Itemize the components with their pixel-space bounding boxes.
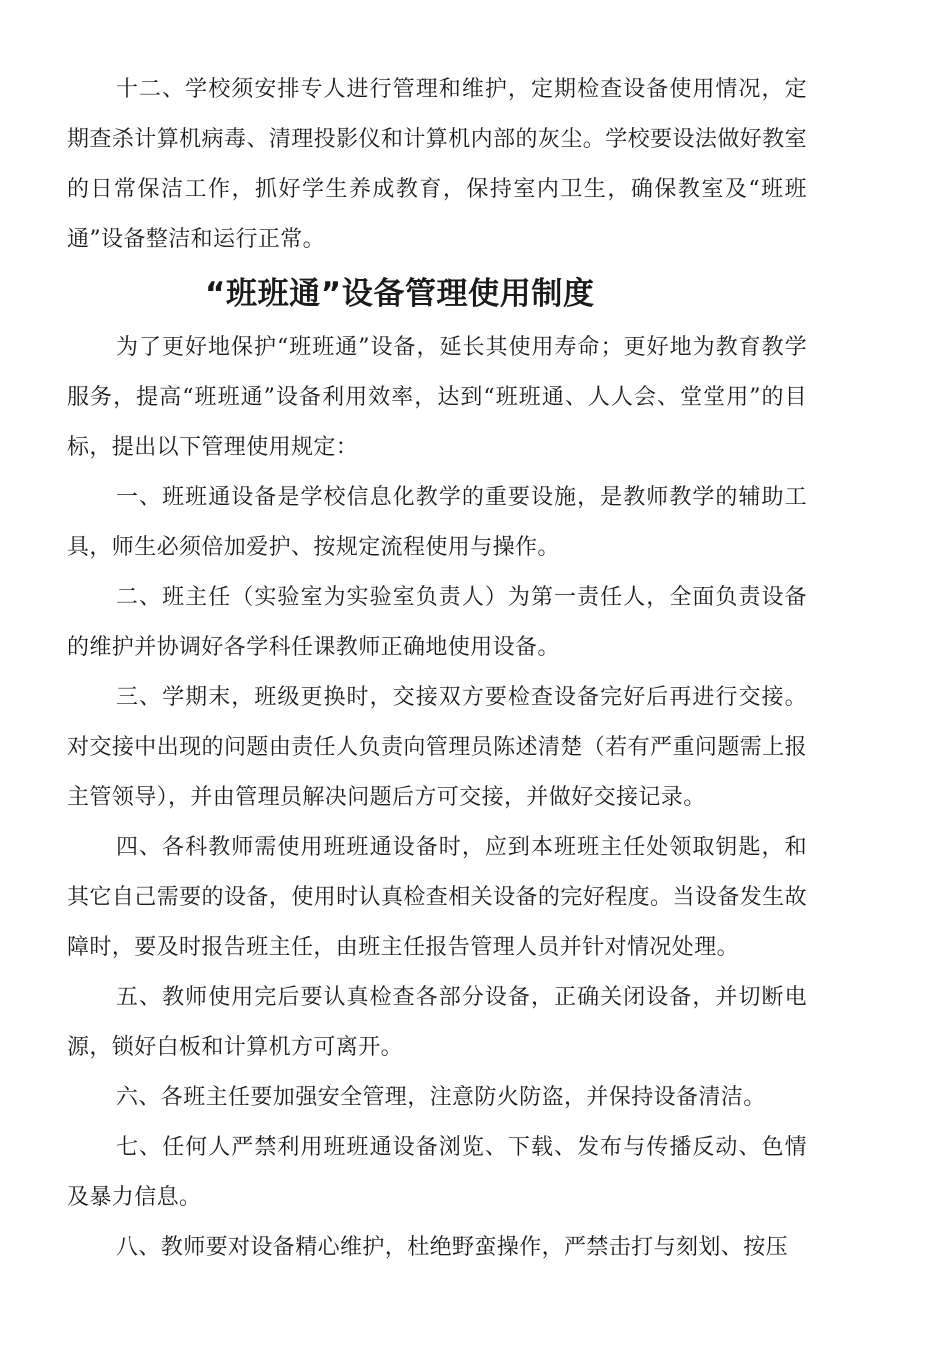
intro-paragraph: 十二、学校须安排专人进行管理和维护，定期检查设备使用情况，定期查杀计算机病毒、清理投影仪和计算机内部的灰尘。学校要设法做好教室的日常保洁工作，抓好学生养成教育，保持室内卫生，确保教室及“班班通”设备整洁和运行正常。 [67, 77, 807, 252]
preamble-paragraph: 为了更好地保护“班班通”设备，延长其使用寿命；更好地为教育教学服务，提高“班班通”设备利用效率，达到“班班通、人人会、堂堂用”的目标，提出以下管理使用规定： [67, 335, 807, 460]
rule-3: 三、学期末，班级更换时，交接双方要检查设备完好后再进行交接。对交接中出现的问题由责任人负责向管理员陈述清楚（若有严重问题需上报主管领导），并由管理员解决问题后方可交接，并做好交接记录。 [67, 685, 807, 810]
rule-1: 一、班班通设备是学校信息化教学的重要设施，是教师教学的辅助工具，师生必须倍加爱护、按规定流程使用与操作。 [67, 485, 807, 560]
document-title: “班班通”设备管理使用制度 [205, 276, 595, 312]
rule-7: 七、任何人严禁利用班班通设备浏览、下载、发布与传播反动、色情及暴力信息。 [67, 1135, 807, 1210]
rule-6: 六、各班主任要加强安全管理，注意防火防盗，并保持设备清洁。 [116, 1085, 766, 1110]
document-page [67, 65, 807, 1273]
rule-4: 四、各科教师需使用班班通设备时，应到本班班主任处领取钥匙，和其它自己需要的设备，使用时认真检查相关设备的完好程度。当设备发生故障时，要及时报告班主任，由班主任报告管理人员并针对情况处理。 [67, 835, 807, 960]
rule-5: 五、教师使用完后要认真检查各部分设备，正确关闭设备，并切断电源，锁好白板和计算机方可离开。 [67, 985, 807, 1060]
rule-2: 二、班主任（实验室为实验室负责人）为第一责任人，全面负责设备的维护并协调好各学科任课教师正确地使用设备。 [67, 585, 807, 660]
rule-8: 八、教师要对设备精心维护，杜绝野蛮操作，严禁击打与刻划、按压 [116, 1235, 789, 1260]
